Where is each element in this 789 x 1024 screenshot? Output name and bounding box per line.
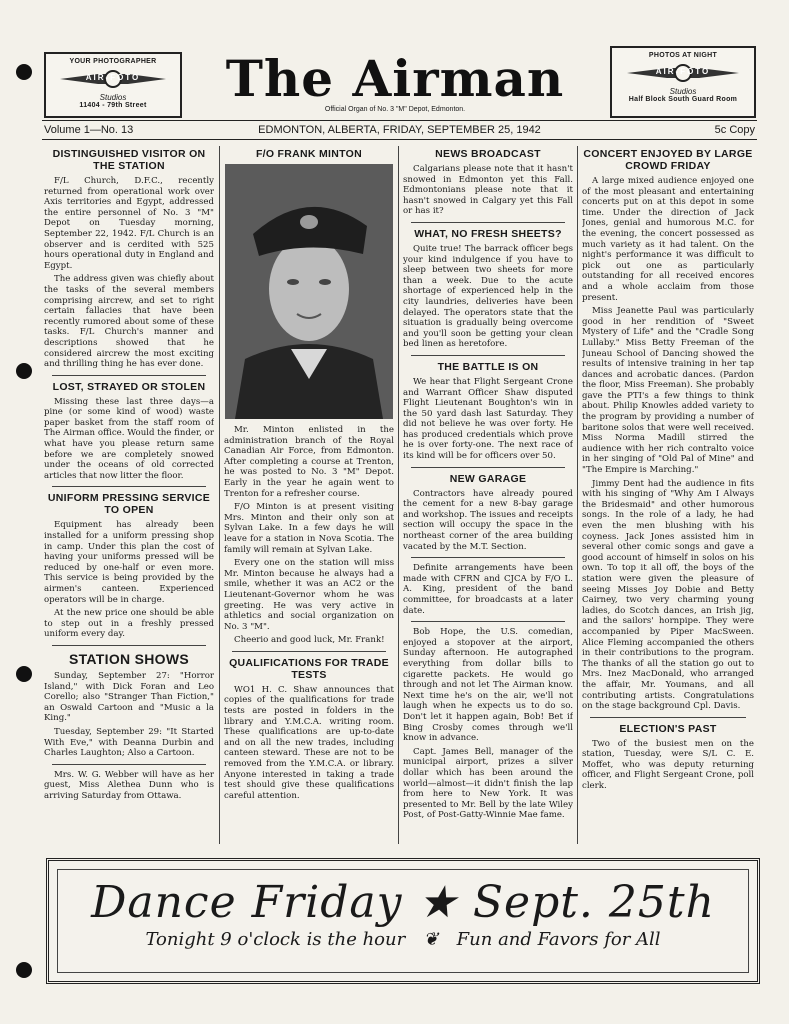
article-paragraph: Jimmy Dent had the audience in fits with his singing of "Why Am I Always the Bridesmaid" and other humorous songs. In the role of a lady, he had even the men blushing with his coyness. Jack Jones assisted him in several other comic songs and gave a good account of himself in solos on his own. To top it all off, the boys of the station were given the pleasure of seeing Misses Joy Dobie and Betty Cairney, two very charming young ladies, do Scotch dances, an Irish jig, and the sailors' hornpipe. They were accompanied by Piper MacSween. Alice Fleming accompanied the others in their contributions to the program. The thanks of all the station go out to Mrs. Inez MacDonald, who arranged the affair, Mr. Youmans, and all contributing artists. Congratulations on the stage background Cpl. Davis. [582, 478, 754, 712]
article-paragraph: Every one on the station will miss Mr. Minton because he always had a smile, whether it was an AC2 or the Lieutenant-Governor whom he was greeting. He was very active in athletics and social organization on No. 3 "M". [224, 558, 394, 632]
column-rule [398, 146, 399, 844]
article-paragraph: We hear that Flight Sergeant Crone and Warrant Officer Shaw disputed Flight Lieutenant Boughton's win in the 50 yard dash last Saturday. They did not believe he was over forty. He has produced credentials which prove he is over forty-one. The next race of its kind will be for officers over 50. [403, 376, 573, 462]
air-foto-logo [625, 62, 741, 84]
volume-number: Volume 1—No. 13 [44, 124, 134, 136]
divider [52, 764, 206, 765]
article-paragraph: Cheerio and good luck, Mr. Frank! [234, 635, 385, 646]
ad-headline: Dance Friday ★ Sept. 25th [91, 877, 715, 928]
place-date: EDMONTON, ALBERTA, FRIDAY, SEPTEMBER 25, 1942 [258, 124, 541, 136]
official-organ-line: Official Organ of No. 3 "M" Depot, Edmonton. [324, 106, 466, 113]
column-rule [219, 146, 220, 844]
headline-station-shows: STATION SHOWS [68, 650, 190, 667]
divider [411, 222, 565, 223]
article-paragraph: Tuesday, September 29: "It Started With Eve," with Deanna Durbin and Charles Laughton; Also a Cartoon. [44, 726, 214, 759]
studios-text: Studios [669, 87, 697, 96]
headline-lost-strayed: LOST, STRAYED OR STOLEN [52, 380, 206, 393]
divider [52, 486, 206, 487]
photographer-ad-right [610, 46, 756, 118]
article-paragraph: Mr. Minton enlisted in the administration branch of the Royal Canadian Air Force, from Edmonton. After completing a course at Trenton, he was posted to No. 3 "M" Depot. Early in the year he again went to Trenton for a refresher course. [224, 425, 394, 499]
article-paragraph: A large mixed audience enjoyed one of the most pleasant and entertaining concerts put on at this depot in some time. Under the direction of Jack Jones, genial and humorous M.C. for the evening, the concert possessed as much variety as it had talent. On the night's performance it was difficult to pick out one as particularly outstanding for all received encores and a whole acclaim from those present. [582, 176, 754, 303]
column-3 [403, 146, 573, 846]
headline-fresh-sheets: WHAT, NO FRESH SHEETS? [414, 227, 562, 240]
column-rule [577, 146, 578, 844]
ad-top-text: YOUR PHOTOGRAPHER [69, 58, 157, 65]
headline-elections-past: ELECTION'S PAST [619, 722, 717, 735]
column-2 [224, 146, 394, 846]
headline-battle-is-on: THE BATTLE IS ON [437, 360, 539, 373]
headline-qualifications: QUALIFICATIONS FOR TRADE TESTS [229, 656, 389, 681]
newspaper-title: The Airman [225, 49, 565, 108]
headline-new-garage: NEW GARAGE [449, 472, 527, 485]
headline-uniform-pressing: UNIFORM PRESSING SERVICE TO OPEN [47, 492, 211, 517]
column-1 [44, 146, 214, 846]
article-paragraph: Calgarians please note that it hasn't snowed in Edmonton yet this Fall. Edmontonians please note that it hasn't snowed in Calgary yet this Fall or has it? [403, 164, 573, 217]
divider [232, 651, 386, 652]
divider [411, 557, 565, 558]
air-foto-logo [58, 68, 168, 90]
ad-address: 11404 - 79th Street [79, 102, 147, 109]
divider [52, 375, 206, 376]
article-paragraph: Bob Hope, the U.S. comedian, enjoyed a stopover at the airport, Sunday afternoon. He autographed everything from dollar bills to cigarette packets. He would go through and not let The Airman know. Next time he's on the air, we'll not laugh when he expects us to do so. Don't let it happen again, Bob! Bet if Bing Crosby comes through we'll know in advance. [403, 627, 573, 744]
ad-top-text: PHOTOS AT NIGHT [648, 52, 718, 59]
headline-concert: CONCERT ENJOYED BY LARGE CROWD FRIDAY [583, 148, 753, 172]
article-paragraph: Capt. James Bell, manager of the municipal airport, prizes a silver dollar which has been around the world—almost—it didn't finish the lap from here to New York. It was presented to Mr. Bell by the late Wiley Post, of Post-Gatty-Winnie Mae fame. [403, 746, 573, 821]
ad-subline-right: Fun and Favors for All [456, 929, 661, 950]
price: 5c Copy [714, 124, 755, 136]
article-paragraph: Equipment has already been installed for a uniform pressing shop in camp. Under this plan the cost of having your uniforms pressed will be reduced by one-half or even more. This service is being provided by the airmen's canteen. Experienced operators will be in charge. [44, 520, 214, 605]
article-paragraph: F/L Church, D.F.C., recently returned from operational work over Axis territories and Egypt, addressed the entire personnel of No. 3 "M" Depot on Tuesday morning, September 22, 1942. F/L Church is an observer and is cerdited with 525 hours operational duty in England and Egypt. [44, 176, 214, 271]
binder-hole [16, 962, 32, 978]
article-paragraph: WO1 H. C. Shaw announces that copies of the qualifications for trade tests are posted in folders in the library and Y.M.C.A. writing room. These qualifications are up-to-date and on all the new trades, including canteen steward. These are not to be removed from the Y.M.C.A. or library. Anyone interested in taking a trade test should give these qualifications careful attention. [224, 684, 394, 801]
headline-distinguished-visitor: DISTINGUISHED VISITOR ON THE STATION [52, 148, 206, 172]
divider [411, 621, 565, 622]
studios-text: Studios [99, 93, 127, 102]
column-4 [582, 146, 754, 846]
dateline-bar [42, 120, 757, 140]
ad-subline-left: Tonight 9 o'clock is the hour [145, 929, 406, 950]
binder-hole [16, 666, 32, 682]
photographer-ad-left [44, 52, 182, 118]
portrait-photo [225, 164, 393, 419]
headline-frank-minton: F/O FRANK MINTON [255, 148, 363, 160]
divider [411, 355, 565, 356]
article-paragraph: Two of the busiest men on the station, Tuesday, were S/L C. E. Moffet, who was deputy returning officer, and Flight Sergeant Crone, poll clerk. [582, 738, 754, 792]
dance-friday-ad [46, 858, 760, 984]
article-paragraph: Quite true! The barrack officer begs your kind indulgence if you have to sleep between two sheets for more than a week. Due to the acute shortage of experienced help in the city laundries, deliveries have been delayed. The operators state that the situation is gradually being overcome and you'll soon be getting your clean bed linen as heretofore. [403, 243, 573, 350]
article-paragraph: Mrs. W. G. Webber will have as her guest, Miss Alethea Dunn who is arriving Saturday from Ottawa. [44, 769, 214, 801]
divider [52, 645, 206, 646]
article-paragraph: Contractors have already poured the cement for a new 8-bay garage and workshop. The issues and receipts section will occupy the space in the northeast corner of the area building vacated by the M.T. Section. [403, 488, 573, 552]
article-paragraph: Sunday, September 27: "Horror Island," with Dick Foran and Leo Corello; also "Stranger Than Fiction," an Oswald Cartoon and "Music a la King." [44, 670, 214, 724]
logo-text: AIR-FOTO [655, 67, 711, 76]
ad-address: Half Block South Guard Room [628, 96, 738, 103]
article-paragraph: Miss Jeanette Paul was particularly good in her rendition of "Sweet Mystery of Life" and the "Cradle Song Lullaby." Miss Betty Freeman of the Juneau School of Dancing showed the results of intensive training in her tap dances and acrobatic dances. (Pardon the floor, Miss Freeman). She probably gave the PTI's a few things to think about. Philip Knowles added variety to the program by providing a number of baritone solos that were well received. Miss Norma Madill stirred the audience with her rich contralto voice in her singing of "Old Pal of Mine" and "The Empire is Marching." [582, 306, 754, 476]
ornament-icon: ❦ [423, 929, 439, 950]
headline-news-broadcast: NEWS BROADCAST [435, 148, 541, 160]
masthead [190, 50, 600, 113]
article-paragraph: Definite arrangements have been made with CFRN and CJCA by F/O L. A. King, president of the band committee, for broadcasts at a later date. [403, 563, 573, 616]
binder-hole [16, 64, 32, 80]
binder-hole [16, 363, 32, 379]
article-paragraph: F/O Minton is at present visiting Mrs. Minton and their only son at Sylvan Lake. In a few days he will leave for a station in Nova Scotia. The family will remain at Sylvan Lake. [224, 502, 394, 555]
divider [411, 467, 565, 468]
article-paragraph: The address given was chiefly about the tasks of the several members comprising aircrew, and set to right certain fallacies that have been recently rumored about some of these tasks. F/L Church's manner and descriptions showed that he considered aircrew the most exciting and thrilling thing he has ever done. [44, 274, 214, 370]
article-paragraph: Missing these last three days—a pine (or some kind of wood) waste paper basket from the staff room of The Airman office. Would the finder, or what have you please return same before we are completely snowed under the oceans of old corrected articles that now litter the floor. [44, 396, 214, 481]
article-paragraph: At the new price one should be able to step out in a freshly pressed uniform every day. [44, 608, 214, 640]
ad-inner-border [57, 869, 749, 973]
logo-text: AIR-FOTO [85, 73, 141, 82]
divider [590, 717, 746, 718]
